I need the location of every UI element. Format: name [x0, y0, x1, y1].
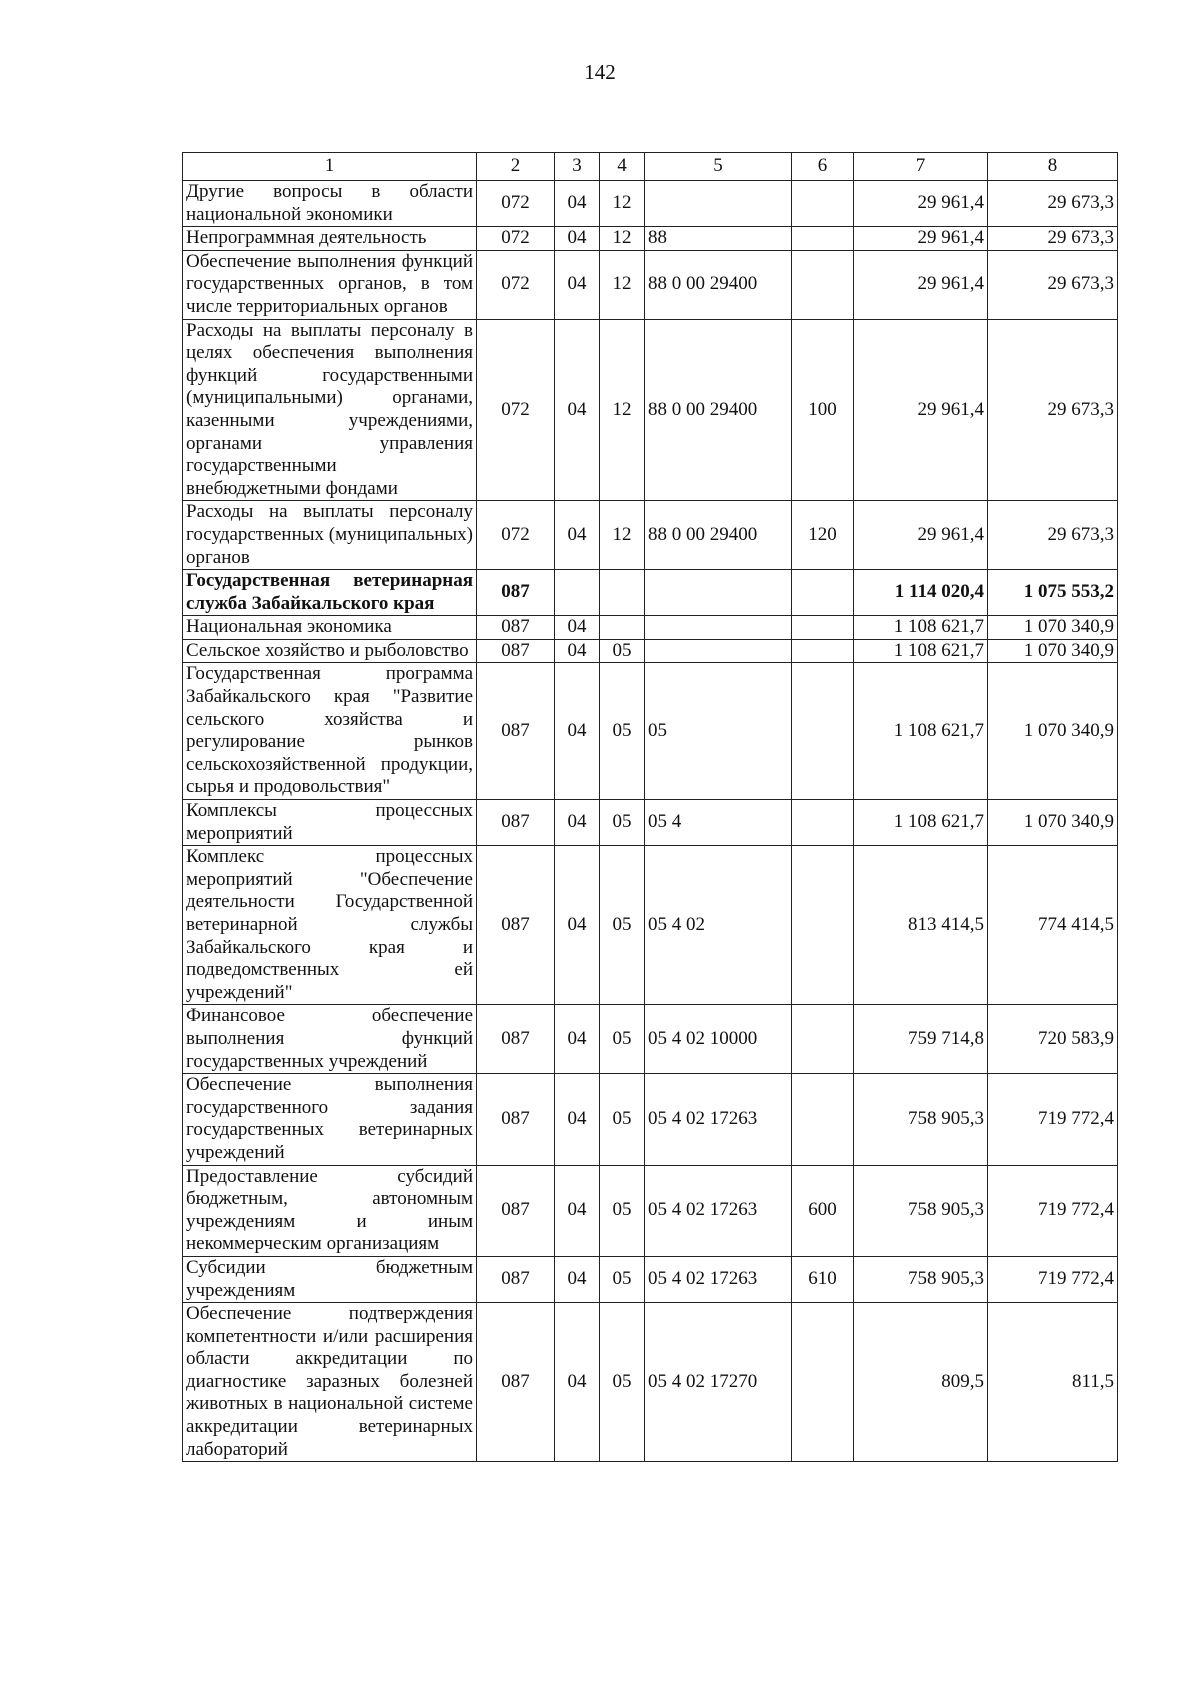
row-amount-year2-cell: 1 070 340,9: [988, 639, 1118, 663]
row-name-cell: Обеспечение выполнения функций государственных органов, в том числе территориальных органов: [183, 250, 477, 319]
table-row: [183, 227, 1118, 251]
row-amount-year1-cell: 758 905,3: [854, 1165, 988, 1256]
row-target-article-cell: 88: [645, 227, 792, 251]
row-section-cell: 04: [555, 1074, 600, 1165]
row-section-cell: 04: [555, 1303, 600, 1462]
row-target-article-cell: 05 4 02 17263: [645, 1256, 792, 1302]
header-cell-7: 7: [854, 153, 988, 181]
row-admin-code-cell: 087: [477, 1074, 555, 1165]
row-expense-type-cell: [792, 1005, 854, 1074]
row-section-cell: 04: [555, 1005, 600, 1074]
row-amount-year2-cell: 29 673,3: [988, 250, 1118, 319]
row-amount-year2-cell: 719 772,4: [988, 1074, 1118, 1165]
header-cell-2: 2: [477, 153, 555, 181]
table-row: [183, 319, 1118, 501]
row-name-cell: Обеспечение выполнения государственного задания государственных ветеринарных учреждений: [183, 1074, 477, 1165]
row-name-cell: Национальная экономика: [183, 616, 477, 640]
row-amount-year1-cell: 29 961,4: [854, 250, 988, 319]
row-admin-code-cell: 072: [477, 319, 555, 501]
row-amount-year2-cell: 719 772,4: [988, 1165, 1118, 1256]
row-amount-year2-cell: 1 075 553,2: [988, 570, 1118, 616]
row-amount-year1-cell: 759 714,8: [854, 1005, 988, 1074]
row-target-article-cell: 05: [645, 663, 792, 800]
row-section-cell: 04: [555, 227, 600, 251]
row-amount-year2-cell: 29 673,3: [988, 501, 1118, 570]
row-amount-year1-cell: 809,5: [854, 1303, 988, 1462]
row-amount-year2-cell: 29 673,3: [988, 319, 1118, 501]
row-target-article-cell: 05 4 02: [645, 846, 792, 1005]
row-name-cell: Комплекс процессных мероприятий "Обеспечение деятельности Государственной ветеринарной службы Забайкальского края и подведомственных ей учреждений": [183, 846, 477, 1005]
row-amount-year2-cell: 720 583,9: [988, 1005, 1118, 1074]
row-amount-year1-cell: 758 905,3: [854, 1074, 988, 1165]
table-row: [183, 663, 1118, 800]
row-name-cell: Государственная программа Забайкальского края "Развитие сельского хозяйства и регулирование рынков сельскохозяйственной продукции, сырья и продовольствия": [183, 663, 477, 800]
row-section-cell: 04: [555, 250, 600, 319]
row-amount-year1-cell: 1 108 621,7: [854, 663, 988, 800]
row-amount-year2-cell: 774 414,5: [988, 846, 1118, 1005]
row-amount-year1-cell: 29 961,4: [854, 227, 988, 251]
row-subsection-cell: 05: [600, 1005, 645, 1074]
row-admin-code-cell: 072: [477, 501, 555, 570]
row-amount-year2-cell: 811,5: [988, 1303, 1118, 1462]
row-name-cell: Расходы на выплаты персоналу в целях обеспечения выполнения функций государственными (муниципальными) органами, казенными учреждениями, органами управления государственными внебюджетными фондами: [183, 319, 477, 501]
row-target-article-cell: 05 4 02 17263: [645, 1074, 792, 1165]
row-subsection-cell: [600, 570, 645, 616]
table-row: [183, 846, 1118, 1005]
row-name-cell: Финансовое обеспечение выполнения функций государственных учреждений: [183, 1005, 477, 1074]
row-subsection-cell: 12: [600, 227, 645, 251]
row-amount-year2-cell: 29 673,3: [988, 181, 1118, 227]
row-admin-code-cell: 087: [477, 1256, 555, 1302]
table-row: [183, 181, 1118, 227]
row-section-cell: 04: [555, 846, 600, 1005]
row-section-cell: 04: [555, 319, 600, 501]
row-subsection-cell: 05: [600, 663, 645, 800]
row-admin-code-cell: 087: [477, 846, 555, 1005]
table-row: [183, 1256, 1118, 1302]
table-row: [183, 800, 1118, 846]
row-target-article-cell: 05 4: [645, 800, 792, 846]
row-admin-code-cell: 087: [477, 1303, 555, 1462]
row-amount-year1-cell: 1 114 020,4: [854, 570, 988, 616]
row-name-cell: Государственная ветеринарная служба Забайкальского края: [183, 570, 477, 616]
row-expense-type-cell: 120: [792, 501, 854, 570]
header-cell-8: 8: [988, 153, 1118, 181]
row-expense-type-cell: 610: [792, 1256, 854, 1302]
table-row: [183, 501, 1118, 570]
header-cell-3: 3: [555, 153, 600, 181]
row-admin-code-cell: 087: [477, 616, 555, 640]
row-expense-type-cell: [792, 616, 854, 640]
row-target-article-cell: 05 4 02 17270: [645, 1303, 792, 1462]
row-amount-year1-cell: 1 108 621,7: [854, 639, 988, 663]
row-admin-code-cell: 072: [477, 227, 555, 251]
row-section-cell: 04: [555, 501, 600, 570]
row-subsection-cell: 12: [600, 319, 645, 501]
table-row: [183, 1303, 1118, 1462]
row-section-cell: 04: [555, 663, 600, 800]
table-row: [183, 1074, 1118, 1165]
row-expense-type-cell: [792, 663, 854, 800]
row-section-cell: 04: [555, 181, 600, 227]
row-name-cell: Расходы на выплаты персоналу государственных (муниципальных) органов: [183, 501, 477, 570]
row-target-article-cell: [645, 181, 792, 227]
row-target-article-cell: 88 0 00 29400: [645, 501, 792, 570]
table-body: [183, 153, 1118, 1462]
row-section-cell: 04: [555, 616, 600, 640]
row-amount-year1-cell: 813 414,5: [854, 846, 988, 1005]
row-section-cell: 04: [555, 1165, 600, 1256]
page-number: 142: [584, 60, 616, 84]
row-subsection-cell: 12: [600, 250, 645, 319]
row-admin-code-cell: 087: [477, 663, 555, 800]
row-subsection-cell: 05: [600, 1165, 645, 1256]
row-amount-year2-cell: 719 772,4: [988, 1256, 1118, 1302]
row-amount-year2-cell: 1 070 340,9: [988, 616, 1118, 640]
row-expense-type-cell: [792, 639, 854, 663]
row-amount-year2-cell: 1 070 340,9: [988, 800, 1118, 846]
budget-table: [182, 152, 1118, 1462]
row-subsection-cell: 12: [600, 501, 645, 570]
row-subsection-cell: 12: [600, 181, 645, 227]
row-subsection-cell: 05: [600, 1303, 645, 1462]
row-amount-year1-cell: 1 108 621,7: [854, 800, 988, 846]
header-cell-1: 1: [183, 153, 477, 181]
header-cell-4: 4: [600, 153, 645, 181]
row-amount-year1-cell: 29 961,4: [854, 181, 988, 227]
row-admin-code-cell: 087: [477, 800, 555, 846]
row-name-cell: Комплексы процессных мероприятий: [183, 800, 477, 846]
row-name-cell: Сельское хозяйство и рыболовство: [183, 639, 477, 663]
row-target-article-cell: 05 4 02 10000: [645, 1005, 792, 1074]
row-admin-code-cell: 087: [477, 1005, 555, 1074]
table-row: [183, 1005, 1118, 1074]
row-name-cell: Другие вопросы в области национальной экономики: [183, 181, 477, 227]
row-expense-type-cell: 600: [792, 1165, 854, 1256]
row-target-article-cell: [645, 639, 792, 663]
table-row: [183, 639, 1118, 663]
table-row: [183, 1165, 1118, 1256]
row-amount-year1-cell: 758 905,3: [854, 1256, 988, 1302]
row-admin-code-cell: 087: [477, 570, 555, 616]
row-name-cell: Непрограммная деятельность: [183, 227, 477, 251]
row-expense-type-cell: [792, 181, 854, 227]
row-expense-type-cell: 100: [792, 319, 854, 501]
row-amount-year1-cell: 29 961,4: [854, 501, 988, 570]
row-expense-type-cell: [792, 800, 854, 846]
row-section-cell: [555, 570, 600, 616]
row-target-article-cell: [645, 570, 792, 616]
table-row: [183, 570, 1118, 616]
header-cell-6: 6: [792, 153, 854, 181]
row-amount-year2-cell: 1 070 340,9: [988, 663, 1118, 800]
row-subsection-cell: 05: [600, 639, 645, 663]
header-cell-5: 5: [645, 153, 792, 181]
row-subsection-cell: 05: [600, 1256, 645, 1302]
row-amount-year2-cell: 29 673,3: [988, 227, 1118, 251]
row-admin-code-cell: 072: [477, 250, 555, 319]
row-expense-type-cell: [792, 570, 854, 616]
row-name-cell: Обеспечение подтверждения компетентности и/или расширения области аккредитации по диагностике заразных болезней животных в национальной системе аккредитации ветеринарных лабораторий: [183, 1303, 477, 1462]
table-row: [183, 250, 1118, 319]
row-expense-type-cell: [792, 1074, 854, 1165]
row-expense-type-cell: [792, 1303, 854, 1462]
row-subsection-cell: 05: [600, 800, 645, 846]
row-subsection-cell: 05: [600, 1074, 645, 1165]
row-expense-type-cell: [792, 250, 854, 319]
row-target-article-cell: 88 0 00 29400: [645, 250, 792, 319]
row-amount-year1-cell: 1 108 621,7: [854, 616, 988, 640]
row-target-article-cell: [645, 616, 792, 640]
row-admin-code-cell: 087: [477, 639, 555, 663]
row-subsection-cell: [600, 616, 645, 640]
row-admin-code-cell: 087: [477, 1165, 555, 1256]
row-expense-type-cell: [792, 227, 854, 251]
row-section-cell: 04: [555, 800, 600, 846]
row-subsection-cell: 05: [600, 846, 645, 1005]
row-admin-code-cell: 072: [477, 181, 555, 227]
row-expense-type-cell: [792, 846, 854, 1005]
header-row: [183, 153, 1118, 181]
row-section-cell: 04: [555, 639, 600, 663]
row-name-cell: Предоставление субсидий бюджетным, автономным учреждениям и иным некоммерческим организациям: [183, 1165, 477, 1256]
table-row: [183, 616, 1118, 640]
row-name-cell: Субсидии бюджетным учреждениям: [183, 1256, 477, 1302]
row-section-cell: 04: [555, 1256, 600, 1302]
row-target-article-cell: 05 4 02 17263: [645, 1165, 792, 1256]
row-target-article-cell: 88 0 00 29400: [645, 319, 792, 501]
row-amount-year1-cell: 29 961,4: [854, 319, 988, 501]
